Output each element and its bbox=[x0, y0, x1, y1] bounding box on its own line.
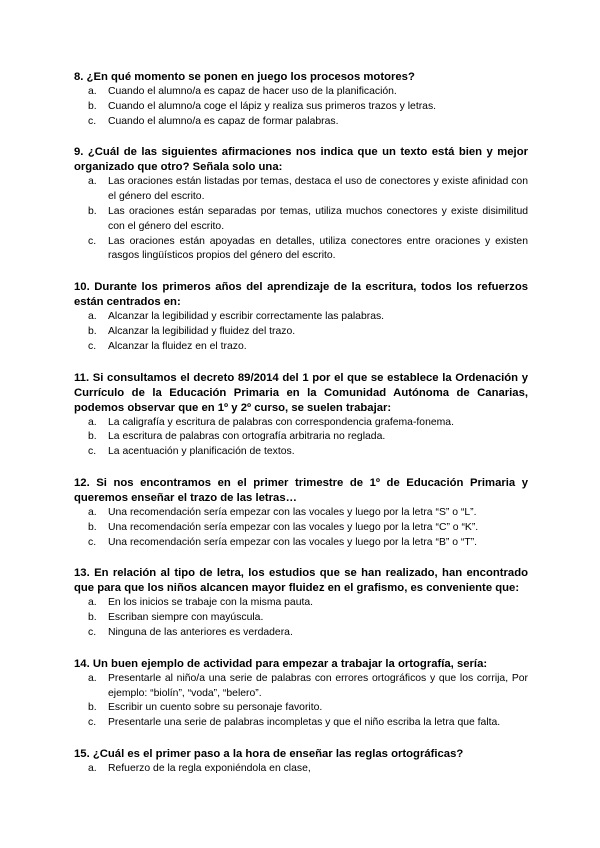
option-text: Cuando el alumno/a coge el lápiz y realiza sus primeros trazos y letras. bbox=[108, 100, 437, 112]
option-item bbox=[74, 115, 528, 130]
document-page bbox=[74, 70, 528, 793]
option-item bbox=[74, 310, 528, 325]
option-item bbox=[74, 175, 528, 205]
option-text: Las oraciones están listadas por temas, destaca el uso de conectores y existe afinidad con el género del escrito. bbox=[108, 176, 528, 203]
option-text: Presentarle al niño/a una serie de palabras con errores ortográficos y que los corrija, Por ejemplo: “biolín”, “voda”, “belero”. bbox=[108, 672, 528, 699]
option-text: Escriban siempre con mayúscula. bbox=[108, 612, 264, 624]
option-item bbox=[74, 762, 528, 777]
option-list bbox=[74, 672, 528, 731]
option-letter: b. bbox=[88, 431, 97, 443]
option-text: Una recomendación sería empezar con las vocales y luego por la letra “C” o “K”. bbox=[108, 521, 479, 533]
option-item bbox=[74, 506, 528, 521]
question-10 bbox=[74, 280, 528, 354]
option-item bbox=[74, 430, 528, 445]
option-letter: a. bbox=[88, 506, 97, 518]
option-item bbox=[74, 100, 528, 115]
option-letter: c. bbox=[88, 626, 97, 638]
option-text: Cuando el alumno/a es capaz de formar palabras. bbox=[108, 115, 339, 127]
question-title: 8. ¿En qué momento se ponen en juego los procesos motores? bbox=[74, 71, 415, 83]
option-text: En los inicios se trabaje con la misma pauta. bbox=[108, 597, 314, 609]
option-letter: c. bbox=[88, 536, 97, 548]
option-item bbox=[74, 205, 528, 235]
option-item bbox=[74, 340, 528, 355]
option-letter: a. bbox=[88, 86, 97, 97]
option-text: Alcanzar la fluidez en el trazo. bbox=[108, 340, 247, 352]
question-15 bbox=[74, 747, 528, 777]
question-12 bbox=[74, 476, 528, 550]
option-letter: c. bbox=[88, 446, 97, 458]
option-text: Alcanzar la legibilidad y escribir correctamente las palabras. bbox=[108, 311, 385, 323]
option-list bbox=[74, 596, 528, 640]
question-8 bbox=[74, 70, 528, 129]
option-text: Las oraciones están separadas por temas, utiliza muchos conectores y existe disimilitud con el género del escrito. bbox=[108, 205, 528, 232]
option-text: Ninguna de las anteriores es verdadera. bbox=[108, 626, 293, 638]
option-item bbox=[74, 596, 528, 611]
option-item bbox=[74, 536, 528, 551]
option-letter: a. bbox=[88, 762, 97, 774]
option-text: Presentarle una serie de palabras incompletas y que el niño escriba la letra que falta. bbox=[108, 717, 501, 729]
question-title: 11. Si consultamos el decreto 89/2014 del 1 por el que se establece la Ordenación y Currículo de la Educación Primaria en la Comunidad Autónoma de Canarias, podemos observar que en 1º y 2º curso, se suelen trabajar: bbox=[74, 371, 528, 414]
question-9 bbox=[74, 145, 528, 264]
option-letter: b. bbox=[88, 612, 97, 624]
option-item bbox=[74, 445, 528, 460]
option-item bbox=[74, 626, 528, 641]
question-title: 13. En relación al tipo de letra, los estudios que se han realizado, han encontrado que para que los niños alcancen mayor fluidez en el grafismo, es conveniente que: bbox=[74, 567, 528, 595]
option-text: Alcanzar la legibilidad y fluidez del trazo. bbox=[108, 325, 296, 337]
option-letter: b. bbox=[88, 702, 97, 714]
question-title: 12. Si nos encontramos en el primer trimestre de 1º de Educación Primaria y queremos enseñar el trazo de las letras… bbox=[74, 476, 528, 504]
option-text: Refuerzo de la regla exponiéndola en clase, bbox=[108, 762, 311, 774]
question-title: 15. ¿Cuál es el primer paso a la hora de enseñar las reglas ortográficas? bbox=[74, 747, 464, 760]
question-14 bbox=[74, 657, 528, 731]
option-letter: a. bbox=[88, 416, 97, 428]
option-list bbox=[74, 506, 528, 550]
option-letter: b. bbox=[88, 205, 97, 217]
option-item bbox=[74, 521, 528, 536]
question-title: 9. ¿Cuál de las siguientes afirmaciones nos indica que un texto está bien y mejor organizado que otro? Señala solo una: bbox=[74, 146, 528, 174]
option-list bbox=[74, 416, 528, 460]
option-list bbox=[74, 310, 528, 354]
question-13 bbox=[74, 566, 528, 640]
option-letter: a. bbox=[88, 597, 97, 609]
option-text: La acentuación y planificación de textos. bbox=[108, 446, 295, 458]
option-item bbox=[74, 325, 528, 340]
option-item bbox=[74, 416, 528, 431]
option-letter: a. bbox=[88, 176, 97, 188]
option-letter: b. bbox=[88, 325, 97, 337]
option-item bbox=[74, 85, 528, 100]
question-11 bbox=[74, 371, 528, 460]
option-item bbox=[74, 672, 528, 702]
option-item bbox=[74, 611, 528, 626]
option-list bbox=[74, 762, 528, 777]
question-title: 10. Durante los primeros años del aprendizaje de la escritura, todos los refuerzos están centrados en: bbox=[74, 281, 528, 309]
option-text: Cuando el alumno/a es capaz de hacer uso de la planificación. bbox=[108, 86, 397, 97]
option-text: Una recomendación sería empezar con las vocales y luego por la letra “B” o “T”. bbox=[108, 536, 478, 548]
option-list bbox=[74, 175, 528, 264]
option-letter: b. bbox=[88, 100, 97, 112]
option-list bbox=[74, 85, 528, 129]
option-item bbox=[74, 701, 528, 716]
option-text: Una recomendación sería empezar con las vocales y luego por la letra “S” o “L”. bbox=[108, 506, 477, 518]
option-letter: a. bbox=[88, 311, 97, 323]
option-letter: c. bbox=[88, 115, 97, 127]
option-text: La escritura de palabras con ortografía arbitraria no reglada. bbox=[108, 431, 386, 443]
option-letter: c. bbox=[88, 717, 97, 729]
option-text: La caligrafía y escritura de palabras con correspondencia grafema-fonema. bbox=[108, 416, 454, 428]
question-title: 14. Un buen ejemplo de actividad para empezar a trabajar la ortografía, sería: bbox=[74, 657, 488, 670]
option-item bbox=[74, 235, 528, 265]
option-letter: c. bbox=[88, 340, 97, 352]
option-text: Las oraciones están apoyadas en detalles, utiliza conectores entre oraciones y existen rasgos lingüísticos propios del género del escrito. bbox=[108, 235, 528, 262]
option-letter: b. bbox=[88, 521, 97, 533]
option-text: Escribir un cuento sobre su personaje favorito. bbox=[108, 702, 323, 714]
option-item bbox=[74, 716, 528, 731]
option-letter: c. bbox=[88, 235, 97, 247]
option-letter: a. bbox=[88, 672, 97, 684]
